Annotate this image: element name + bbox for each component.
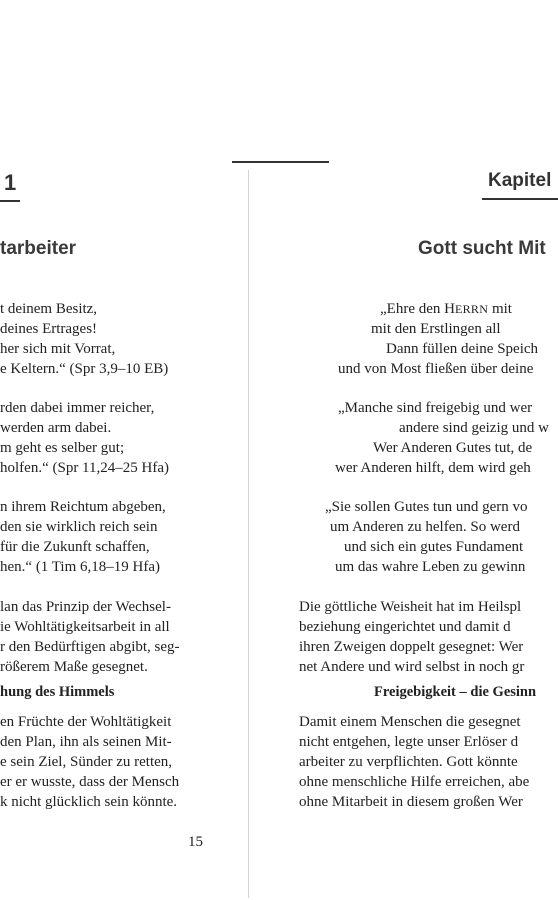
quote-line: für die Zukunft schaffen, — [0, 539, 150, 555]
paragraph-line: en Früchte der Wohltätigkeit — [0, 714, 172, 730]
quote-line: andere sind geizig und w — [399, 420, 549, 436]
paragraph-line: er er wusste, dass der Mensch — [0, 774, 180, 790]
paragraph-line: ihren Zweigen doppelt gesegnet: Wer — [299, 639, 524, 655]
paragraph-line: ohne menschliche Hilfe erreichen, abe — [299, 774, 530, 790]
quote-line: „Sie sollen Gutes tun und gern vo — [325, 499, 528, 515]
quote-line: holfen.“ (Spr 11,24–25 Hfa) — [0, 460, 169, 476]
paragraph-line: Die göttliche Weisheit hat im Heilspl — [299, 599, 522, 615]
quote-line: m geht es selber gut; — [0, 440, 125, 456]
quote-line: t deinem Besitz, — [0, 301, 98, 317]
quote-line: und sich ein gutes Fundament — [344, 539, 524, 555]
left-page — [0, 0, 248, 900]
chapter-label: Kapitel — [488, 170, 552, 191]
paragraph-line: rößerem Maße gesegnet. — [0, 659, 148, 675]
quote-line: wer Anderen hilft, dem wird geh — [335, 460, 531, 476]
section-heading: Freigebigkeit – die Gesinn — [374, 684, 537, 700]
quote-line: rden dabei immer reicher, — [0, 400, 155, 416]
paragraph-line: nicht entgehen, legte unser Erlöser d — [299, 734, 519, 750]
quote-line: und von Most fließen über deine — [338, 361, 534, 377]
quote-line: den sie wirklich reich sein — [0, 519, 158, 535]
section-heading: hung des Himmels — [0, 684, 115, 700]
page-gutter — [248, 170, 249, 898]
quote-line: deines Ertrages! — [0, 321, 98, 337]
quote-line: um das wahre Leben zu gewinn — [335, 559, 526, 575]
paragraph-line: beziehung eingerichtet und damit d — [299, 619, 511, 635]
page-title: tarbeiter — [0, 238, 77, 259]
right-page — [250, 0, 558, 900]
paragraph-line: lan das Prinzip der Wechsel- — [0, 599, 171, 615]
chapter-rule — [0, 200, 20, 202]
paragraph-line: den Plan, ihn als seinen Mit- — [0, 734, 172, 750]
paragraph-line: net Andere und wird selbst in noch gr — [299, 659, 525, 675]
paragraph-line: r den Bedürftigen abgibt, seg- — [0, 639, 180, 655]
quote-line: e Keltern.“ (Spr 3,9–10 EB) — [0, 361, 169, 377]
quote-line: Dann füllen deine Speich — [386, 341, 539, 357]
quote-line: mit den Erstlingen all — [371, 321, 501, 337]
quote-line: her sich mit Vorrat, — [0, 341, 116, 357]
page-title: Gott sucht Mit — [418, 238, 546, 259]
quote-line: werden arm dabei. — [0, 420, 112, 436]
quote-line: um Anderen zu helfen. So werd — [330, 519, 520, 535]
paragraph-line: Damit einem Menschen die gesegnet — [299, 714, 521, 730]
paragraph-line: k nicht glücklich sein könnte. — [0, 794, 178, 810]
quote-line: „Ehre den HERRN mit — [380, 301, 512, 317]
paragraph-line: arbeiter zu verpflichten. Gott könnte — [299, 754, 518, 770]
quote-line: hen.“ (1 Tim 6,18–19 Hfa) — [0, 559, 160, 575]
paragraph-line: ohne Mitarbeit in diesem großen Wer — [299, 794, 523, 810]
quote-line: „Manche sind freigebig und wer — [338, 400, 533, 416]
page-number: 15 — [188, 834, 203, 850]
chapter-number: 1 — [4, 170, 17, 195]
chapter-rule — [482, 198, 558, 200]
paragraph-line: ie Wohltätigkeitsarbeit in all — [0, 619, 170, 635]
quote-line: n ihrem Reichtum abgeben, — [0, 499, 166, 515]
paragraph-line: e sein Ziel, Sünder zu retten, — [0, 754, 173, 770]
quote-line: Wer Anderen Gutes tut, de — [373, 440, 533, 456]
